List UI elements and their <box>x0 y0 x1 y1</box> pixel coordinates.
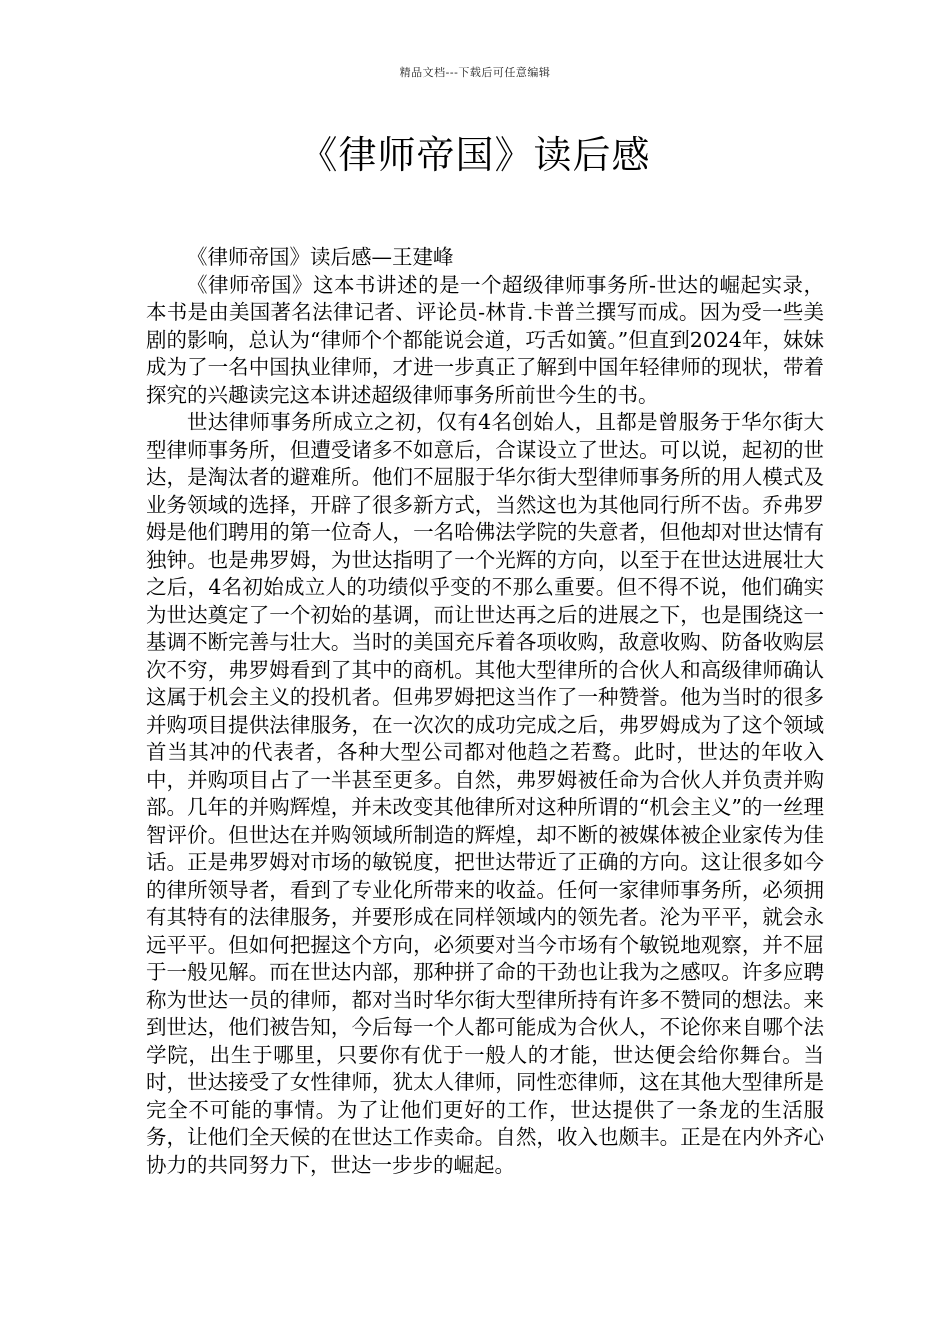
header-note: 精品文档---下载后可任意编辑 <box>399 66 551 79</box>
paragraph-intro: 《律师帝国》这本书讲述的是一个超级律师事务所-世达的崛起实录，本书是由美国著名法律记者、评论员-林肯.卡普兰撰写而成。因为受一些美剧的影响，总认为“律师个个都能说会道，巧舌如簧。”但直到2024年，妹妹成为了一名中国执业律师，才进一步真正了解到中国年轻律师的现状，带着探究的兴趣读完这本讲述超级律师事务所前世今生的书。 <box>146 272 824 407</box>
paragraph-byline: 《律师帝国》读后感—王建峰 <box>187 245 454 269</box>
document-title: 《律师帝国》读后感 <box>299 133 651 177</box>
document-body <box>146 244 824 1179</box>
paragraph-main: 世达律师事务所成立之初，仅有4名创始人，且都是曾服务于华尔街大型律师事务所，但遭受诸多不如意后，合谋设立了世达。可以说，起初的世达，是淘汰者的避难所。他们不屈服于华尔街大型律师事务所的用人模式及业务领域的选择，开辟了很多新方式，当然这也为其他同行所不齿。乔弗罗姆是他们聘用的第一位奇人，一名哈佛法学院的失意者，但他却对世达情有独钟。也是弗罗姆，为世达指明了一个光辉的方向，以至于在世达进展壮大之后，4名初始成立人的功绩似乎变的不那么重要。但不得不说，他们确实为世达奠定了一个初始的基调，而让世达再之后的进展之下，也是围绕这一基调不断完善与壮大。当时的美国充斥着各项收购，敌意收购、防备收购层次不穷，弗罗姆看到了其中的商机。其他大型律所的合伙人和高级律师确认这属于机会主义的投机者。但弗罗姆把这当作了一种赞誉。他为当时的很多并购项目提供法律服务，在一次次的成功完成之后，弗罗姆成为了这个领域首当其冲的代表者，各种大型公司都对他趋之若鹜。此时，世达的年收入中，并购项目占了一半甚至更多。自然，弗罗姆被任命为合伙人并负责并购部。几年的并购辉煌，并未改变其他律所对这种所谓的“机会主义”的一丝理智评价。但世达在并购领域所制造的辉煌，却不断的被媒体被企业家传为佳话。正是弗罗姆对市场的敏锐度，把世达带近了正确的方向。这让很多如今的律所领导者，看到了专业化所带来的收益。任何一家律师事务所，必须拥有其特有的法律服务，并要形成在同样领域内的领先者。沦为平平，就会永远平平。但如何把握这个方向，必须要对当今市场有个敏锐地观察，并不屈于一般见解。而在世达内部，那种拼了命的干劲也让我为之感叹。许多应聘称为世达一员的律师，都对当时华尔街大型律所持有许多不赞同的想法。来到世达，他们被告知，今后每一个人都可能成为合伙人，不论你来自哪个法学院，出生于哪里，只要你有优于一般人的才能，世达便会给你舞台。当时，世达接受了女性律师，犹太人律师，同性恋律师，这在其他大型律所是完全不可能的事情。为了让他们更好的工作，世达提供了一条龙的生活服务，让他们全天候的在世达工作卖命。自然，收入也颇丰。正是在内外齐心协力的共同努力下，世达一步步的崛起。 <box>146 410 824 1177</box>
